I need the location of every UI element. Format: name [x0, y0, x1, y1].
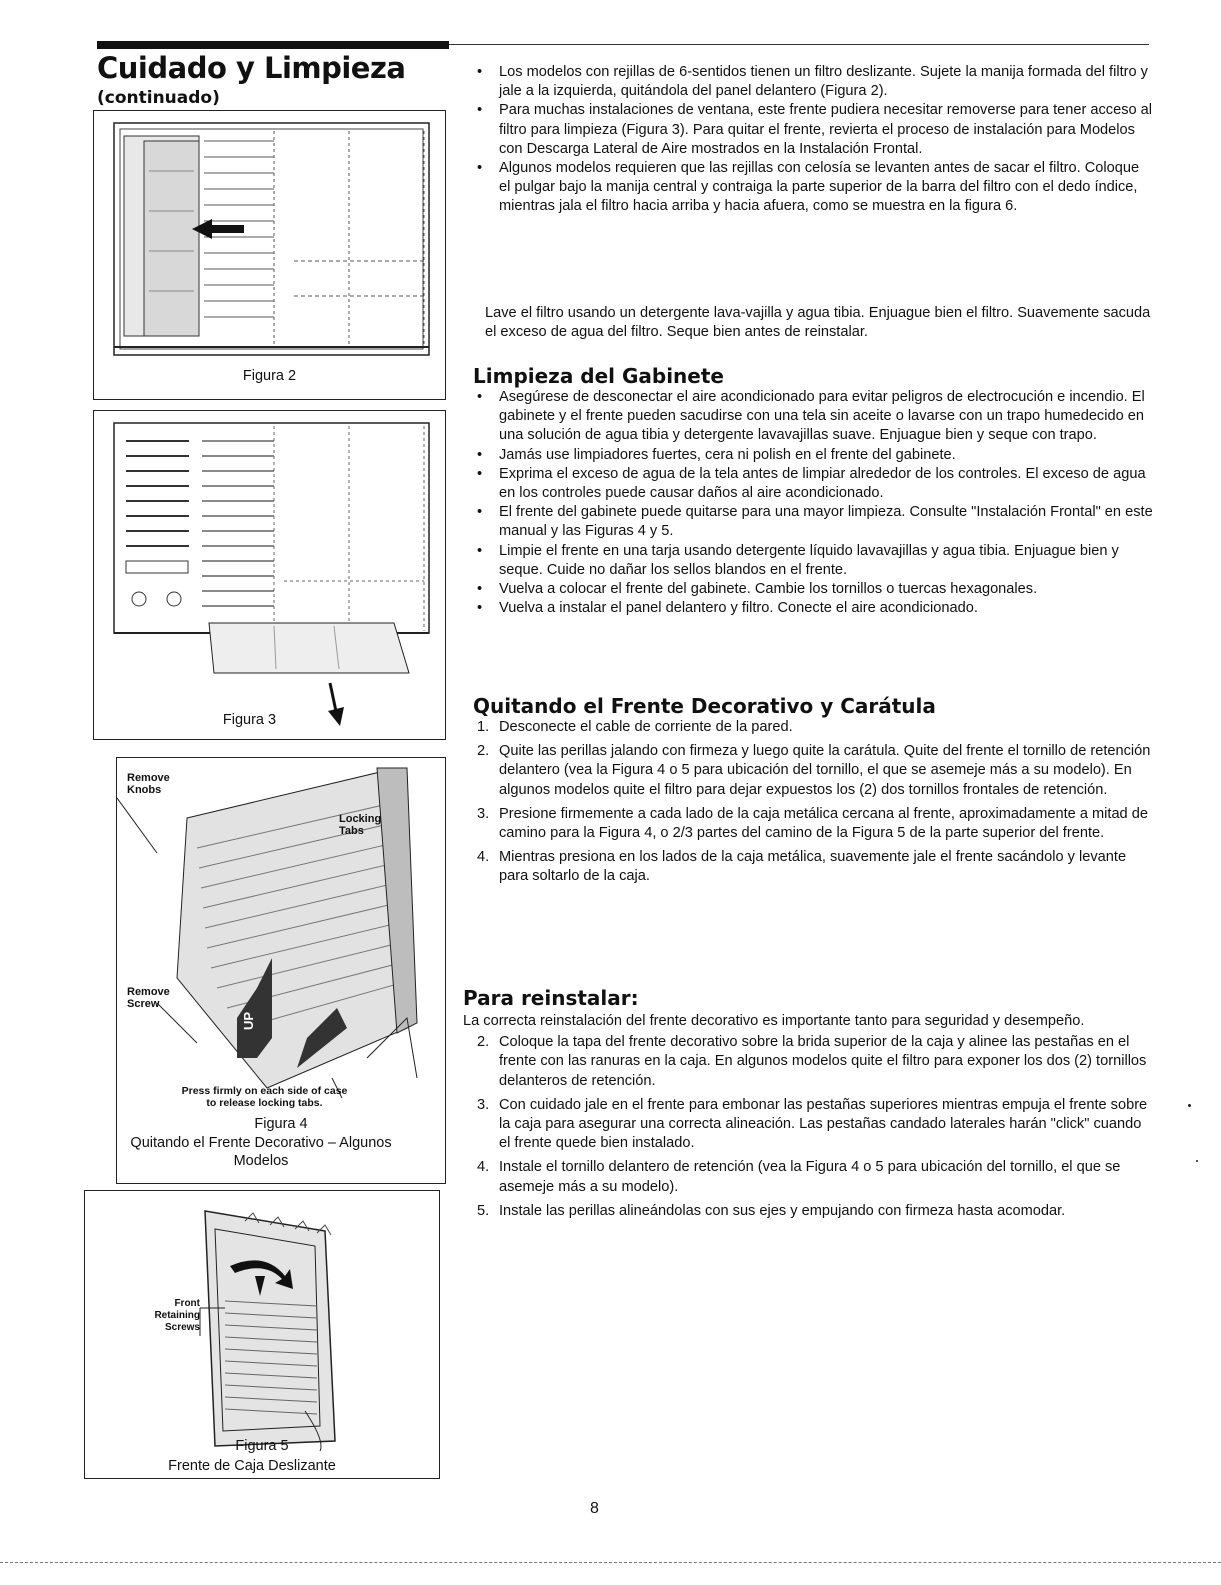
figure-3-illustration	[94, 411, 445, 739]
step-number: 3.	[477, 1096, 490, 1113]
label-press-firmly: Press firmly on each side of case to release locking tabs.	[181, 1085, 348, 1109]
remove-front-heading: Quitando el Frente Decorativo y Carátula	[473, 694, 936, 718]
label-locking-tabs: Locking Tabs	[339, 813, 382, 837]
list-item: • Los modelos con rejillas de 6-sentidos tienen un filtro deslizante. Sujete la manija formada del filtro y jale a la izquierda, quitándola del panel delantero (Figura 2).	[463, 63, 1153, 101]
step-text: Con cuidado jale en el frente para embonar las pestañas superiores mientras empuja el frente sobre la caja para asegurar una correcta alineación. Las pestañas candado laterales harán "click" cuando el frente quede bien instalado.	[499, 1096, 1148, 1152]
list-item: • Para muchas instalaciones de ventana, este frente pudiera necesitar removerse para tener acceso al filtro para limpieza (Figura 3). Para quitar el frente, revierta el proceso de instalación para Modelos con Descarga Lateral de Aire mostrados en la Instalación Frontal.	[463, 101, 1153, 159]
figure-3	[93, 410, 446, 740]
list-item	[463, 1158, 1153, 1196]
page-number: 8	[590, 1500, 599, 1517]
step-number: 1.	[477, 719, 490, 735]
step-number: 3.	[477, 805, 490, 822]
list-item: • Algunos modelos requieren que las rejillas con celosía se levanten antes de sacar el filtro. Coloque el pulgar bajo la manija central y contraiga la parte superior de la barra del filtro con el dedo índice, mientras jala el filtro hacia arriba y hacia afuera, como se muestra en la figura 6.	[463, 159, 1153, 217]
step-text: Coloque la tapa del frente decorativo sobre la brida superior de la caja y alinee las pestañas en el frente con las ranuras en la caja. En algunos modelos quite el filtro para exponer los dos (2) tornillos delanteros de retención.	[499, 1034, 1147, 1089]
figure-5-illustration	[85, 1191, 439, 1478]
step-text: Mientras presiona en los lados de la caja metálica, suavemente jale el frente sacándolo y levante para soltarlo de la caja.	[499, 849, 1127, 885]
list-item	[463, 805, 1153, 843]
scan-edge	[0, 1562, 1221, 1563]
list-item: • Asegúrese de desconectar el aire acondicionado para evitar peligros de electrocución e incendio. El gabinete y el frente pueden sacudirse con una tela sin aceite o lavarse con un trapo humedecido en una solución de agua tibia y detergente lavavajillas suave. Enjuague bien y seque con trapo.	[463, 388, 1153, 446]
list-item: • Jamás use limpiadores fuertes, cera ni polish en el frente del gabinete.	[463, 446, 1153, 465]
reinstall-section	[463, 986, 1153, 1221]
list-item	[463, 1096, 1153, 1154]
page-subtitle: (continuado)	[97, 88, 220, 108]
reinstall-heading: Para reinstalar:	[463, 986, 639, 1010]
remove-front-section	[463, 694, 1153, 887]
step-number: 5.	[477, 1202, 490, 1219]
figure-2	[93, 110, 446, 400]
figure-5-caption-2: Frente de Caja Deslizante	[168, 1458, 336, 1474]
scan-speck	[1196, 1160, 1198, 1162]
reinstall-intro: La correcta reinstalación del frente decorativo es importante tanto para seguridad y desempeño.	[463, 1013, 1085, 1029]
page-title: Cuidado y Limpieza	[97, 51, 406, 85]
step-text: Presione firmemente a cada lado de la caja metálica cercana al frente, aproximadamente a mitad de camino para la Figura 4, o 2/3 partes del camino de la Figura 5 de la parte superior del frente.	[499, 805, 1148, 842]
list-item	[463, 848, 1153, 886]
step-text: Instale el tornillo delantero de retención (vea la Figura 4 o 5 para ubicación del tornillo, el que se asemeje más a su modelo).	[499, 1159, 1121, 1195]
label-front-retaining-screws: Front Retaining Screws	[154, 1298, 200, 1333]
list-item	[463, 718, 1153, 737]
label-remove-knobs: Remove Knobs	[127, 772, 170, 796]
figure-4	[116, 757, 446, 1184]
step-number: 4.	[477, 849, 490, 866]
figure-4-caption-2: Quitando el Frente Decorativo – Algunos Modelos	[130, 1135, 392, 1169]
figure-3-caption: Figura 3	[222, 712, 277, 728]
list-item: • Vuelva a colocar el frente del gabinete. Cambie los tornillos o tuercas hexagonales.	[463, 580, 1153, 599]
list-item	[463, 1033, 1153, 1091]
step-number: 4.	[477, 1159, 490, 1176]
label-remove-screw: Remove Screw	[127, 986, 170, 1010]
step-text: Quite las perillas jalando con firmeza y luego quite la carátula. Quite del frente el tornillo de retención delantero (vea la Figura 4 o 5 para ubicación del tornillo, el que se asemeje más a su modelo). En algunos modelos quite el filtro para dejar expuestos los (2) dos tornillos frontales de retención.	[499, 743, 1151, 798]
list-item	[463, 1202, 1153, 1221]
list-item: • Exprima el exceso de agua de la tela antes de limpiar alrededor de los controles. El exceso de agua en los controles puede causar daños al aire acondicionado.	[463, 465, 1153, 503]
figure-5-caption: Figura 5	[235, 1438, 289, 1454]
figure-5	[84, 1190, 440, 1479]
figure-2-caption: Figura 2	[242, 368, 297, 384]
step-text: Desconecte el cable de corriente de la pared.	[499, 719, 793, 735]
step-number: 2.	[477, 743, 490, 760]
list-item: • El frente del gabinete puede quitarse para una mayor limpieza. Consulte "Instalación Frontal" en este manual y las Figuras 4 y 5.	[463, 503, 1153, 541]
arrow-up-text: UP	[241, 1011, 256, 1030]
header-rule-line	[449, 44, 1149, 45]
filter-bullets-section	[463, 63, 1153, 217]
figure-2-illustration	[94, 111, 445, 399]
cabinet-section	[463, 364, 1153, 618]
step-number: 2.	[477, 1034, 490, 1051]
list-item: • Limpie el frente en una tarja usando detergente líquido lavavajillas y agua tibia. Enjuague bien y seque. Cuide no dañar los sellos blandos en el frente.	[463, 542, 1153, 580]
cabinet-heading: Limpieza del Gabinete	[473, 364, 724, 388]
figure-4-caption: Figura 4	[254, 1116, 308, 1132]
scan-speck	[1188, 1104, 1191, 1107]
header-rule-bar	[97, 41, 449, 49]
list-item	[463, 742, 1153, 800]
step-text: Instale las perillas alineándolas con sus ejes y empujando con firmeza hasta acomodar.	[499, 1202, 1066, 1219]
list-item: • Vuelva a instalar el panel delantero y filtro. Conecte el aire acondicionado.	[463, 599, 1153, 618]
wash-filter-text: Lave el filtro usando un detergente lava-vajilla y agua tibia. Enjuague bien el filtro. Suavemente sacuda el exceso de agua del filtro. Seque bien antes de reinstalar.	[485, 305, 1151, 341]
